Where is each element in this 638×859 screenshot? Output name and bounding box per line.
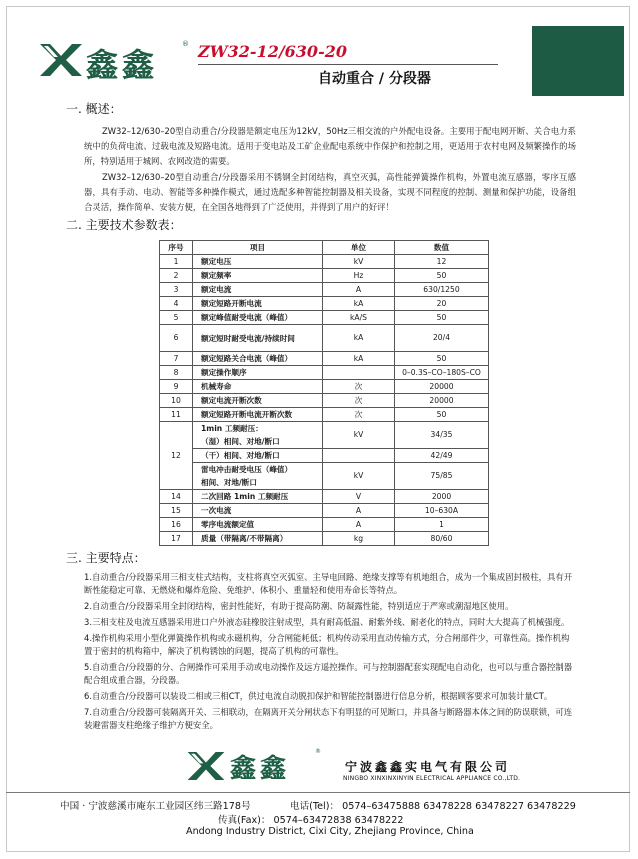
row-item: 额定短路关合电流（峰值）: [193, 352, 323, 366]
overview-paragraph-1: ZW32–12/630–20型自动重合/分段器是额定电压为12kV，50Hz三相交流的户外配电设备。主要用于配电网开断、关合电力系统中的负荷电流、过载电流及短路电流。适用于变电站及工矿企业配电系统中作保护和控制之用，更适用于农村电网及频繁操作的场所，特别适用于城网、农网改造的需要。: [84, 126, 576, 166]
row-no: 11: [160, 408, 193, 422]
table-row: [160, 449, 489, 463]
header-rule: [198, 64, 498, 65]
row-value: 75/85: [395, 463, 489, 490]
row-unit: kV: [323, 463, 395, 490]
row-no: 12: [160, 422, 193, 490]
row-no: 6: [160, 325, 193, 352]
table-row: [160, 269, 489, 283]
feature-item: 3.三相支柱及电流互感器采用进口户外液态硅橡胶注射成型，具有耐高低温、耐紫外线、耐老化的特点，同时大大提高了机械强度。: [84, 617, 570, 627]
row-value: 12: [395, 255, 489, 269]
row-value: 50: [395, 352, 489, 366]
row-value: 20000: [395, 394, 489, 408]
row-item: 额定短路开断电流: [193, 297, 323, 311]
row-value: 20/4: [395, 325, 489, 352]
row-item: 额定频率: [193, 269, 323, 283]
feature-item: 4.操作机构采用小型化弹簧操作机构或永磁机构，分合闸能耗低；机构传动采用直动传输方式，分合闸部件少，可靠性高。操作机构置于密封的机构箱中，解决了机构锈蚀的问题，提高了机构的可靠性。: [84, 633, 570, 656]
row-unit: kA: [323, 325, 395, 352]
row-no: 14: [160, 490, 193, 504]
row-unit: 次: [323, 408, 395, 422]
row-item: 额定短路开断电流开断次数: [193, 408, 323, 422]
row-item: 额定电流开断次数: [193, 394, 323, 408]
row-value: 34/35: [395, 422, 489, 449]
col-header-item: 项目: [193, 241, 323, 255]
row-no: 8: [160, 366, 193, 380]
row-item-line: （湿）相间、对地/断口: [201, 437, 280, 446]
row-no: 15: [160, 504, 193, 518]
address-cn: 中国 · 宁波慈溪市庵东工业园区纬三路178号: [60, 801, 251, 812]
row-unit: Hz: [323, 269, 395, 283]
spec-table: [159, 240, 489, 546]
row-value: 50: [395, 408, 489, 422]
row-item: 机械寿命: [193, 380, 323, 394]
table-row: [160, 394, 489, 408]
address-en: Andong Industry District, Cixi City, Zhejiang Province, China: [186, 826, 474, 837]
brand-name: 鑫鑫: [86, 46, 159, 84]
xx-logo-icon: [186, 752, 226, 780]
footer-registered-mark: ®: [315, 748, 321, 755]
overview-heading: 一. 概述：: [66, 102, 122, 116]
table-row: [160, 504, 489, 518]
footer-brand-name: 鑫鑫: [230, 754, 291, 784]
row-value: 2000: [395, 490, 489, 504]
row-unit: A: [323, 504, 395, 518]
row-value: 0–0.3S–CO–180S–CO: [395, 366, 489, 380]
row-no: 16: [160, 518, 193, 532]
row-item-line: 雷电冲击耐受电压（峰值）: [201, 465, 293, 474]
params-heading: 二. 主要技术参数表：: [66, 218, 182, 232]
row-item: 一次电流: [193, 504, 323, 518]
registered-mark: ®: [182, 40, 189, 48]
row-unit: kg: [323, 532, 395, 546]
model-number: ZW32-12/630-20: [198, 42, 347, 61]
row-unit: [323, 449, 395, 463]
row-no: 7: [160, 352, 193, 366]
table-row: [160, 325, 489, 352]
row-no: 9: [160, 380, 193, 394]
feature-item: 7.自动重合/分段器可装隔离开关、三相联动，在隔离开关分闸状态下有明显的可见断口，并具备与断路器本体之间的防误联锁，可连装避雷器支柱绝缘子维护方便安全。: [84, 707, 573, 730]
row-item: （干）相间、对地/断口: [193, 449, 323, 463]
row-item: 额定电流: [193, 283, 323, 297]
row-value: 50: [395, 269, 489, 283]
table-row: [160, 408, 489, 422]
row-item: 额定短时耐受电流/持续时间: [193, 325, 323, 352]
row-item: 额定电压: [193, 255, 323, 269]
row-value: 20000: [395, 380, 489, 394]
col-header-unit: 单位: [323, 241, 395, 255]
feature-item: 5.自动重合/分段器的分、合闸操作可采用手动或电动操作及远方遥控操作。可与控制器配套实现配电自动化，也可以与重合器控制器配合组成重合器，分段器。: [84, 662, 573, 685]
row-item: [193, 463, 323, 490]
row-no: 2: [160, 269, 193, 283]
row-item: 零序电流额定值: [193, 518, 323, 532]
row-item: 额定操作顺序: [193, 366, 323, 380]
company-name-en: NINGBO XINXINXINYIN ELECTRICAL APPLIANCE CO.,LTD.: [343, 775, 521, 782]
table-row: [160, 532, 489, 546]
row-item: 二次回路 1min 工频耐压: [193, 490, 323, 504]
phone-numbers: 电话(Tel)： 0574–63475888 63478228 63478227 63478229: [290, 801, 576, 812]
table-row: [160, 422, 489, 449]
row-no: 5: [160, 311, 193, 325]
table-row: [160, 366, 489, 380]
table-row: [160, 352, 489, 366]
row-no: 3: [160, 283, 193, 297]
feature-item: 2.自动重合/分段器采用全封闭结构，密封性能好，有助于提高防潮、防凝露性能，特别适应于严寒或潮湿地区使用。: [84, 601, 514, 611]
product-subtitle: 自动重合 / 分段器: [318, 71, 431, 87]
table-row: [160, 490, 489, 504]
row-value: 630/1250: [395, 283, 489, 297]
table-row: [160, 255, 489, 269]
table-header-row: [160, 241, 489, 255]
row-value: 80/60: [395, 532, 489, 546]
row-unit: kA: [323, 352, 395, 366]
row-unit: kV: [323, 422, 395, 449]
row-unit: 次: [323, 380, 395, 394]
company-name-cn: 宁波鑫鑫实电气有限公司: [345, 760, 511, 774]
row-value: 1: [395, 518, 489, 532]
row-unit: kV: [323, 255, 395, 269]
feature-item: 1.自动重合/分段器采用三相支柱式结构，支柱将真空灭弧室、主导电回路、绝缘支撑等有机地组合，成为一个集成固封极柱，具有开断性能稳定可靠、无燃烧和爆炸危险、免维护、体积小、重量轻和使用寿命长等特点。: [84, 572, 573, 595]
table-row: [160, 311, 489, 325]
table-row: [160, 518, 489, 532]
row-value: 20: [395, 297, 489, 311]
features-heading: 三. 主要特点：: [66, 551, 146, 565]
table-row: [160, 297, 489, 311]
row-item: 质量（带隔离/不带隔离）: [193, 532, 323, 546]
row-no: 1: [160, 255, 193, 269]
table-row: [160, 283, 489, 297]
row-value: 50: [395, 311, 489, 325]
row-item: 额定峰值耐受电流（峰值）: [193, 311, 323, 325]
row-unit: [323, 366, 395, 380]
row-value: 10–630A: [395, 504, 489, 518]
col-header-no: 序号: [160, 241, 193, 255]
row-no: 10: [160, 394, 193, 408]
row-unit: kA: [323, 297, 395, 311]
row-item-line: 相间、对地/断口: [201, 478, 257, 487]
table-row: [160, 380, 489, 394]
row-unit: A: [323, 518, 395, 532]
row-unit: 次: [323, 394, 395, 408]
row-no: 17: [160, 532, 193, 546]
fax-numbers: 传真(Fax)： 0574–63472838 63478222: [218, 815, 404, 826]
row-item: [193, 422, 323, 449]
corner-block: [532, 26, 624, 96]
row-item-line: 1min 工频耐压：: [201, 424, 263, 433]
row-unit: kA/S: [323, 311, 395, 325]
features-list: [84, 571, 574, 735]
footer-rule: [6, 792, 630, 793]
row-unit: V: [323, 490, 395, 504]
row-no: 4: [160, 297, 193, 311]
row-value: 42/49: [395, 449, 489, 463]
feature-item: 6.自动重合/分段器可以装设二相或三相CT，供过电流自动脱扣保护和智能控制器进行信息分析，根据顾客要求可加装计量CT。: [84, 691, 553, 701]
row-unit: A: [323, 283, 395, 297]
xx-logo-icon: [40, 44, 82, 76]
overview-paragraph-2: ZW32–12/630–20型自动重合/分段器采用不锈钢全封闭结构，真空灭弧，高性能弹簧操作机构，外置电流互感器，零序互感器，具有手动、电动、智能等多种操作模式，通过选配多种智能控制器及相关设备，实现不同程度的控制、测量和保护功能，设备组合灵活，操作简单、安装方便，在全国各地得到了广泛使用，并得到了用户的好评！: [84, 172, 576, 212]
col-header-value: 数值: [395, 241, 489, 255]
table-row: [160, 463, 489, 490]
